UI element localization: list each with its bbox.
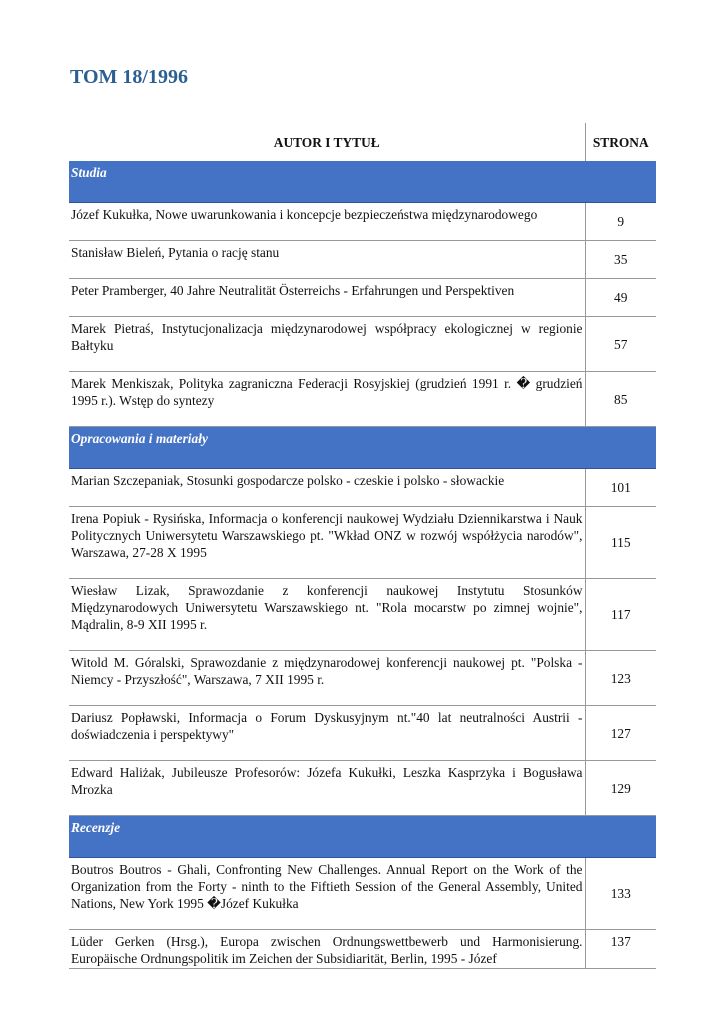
- entry-title: Stanisław Bieleń, Pytania o rację stanu: [69, 241, 585, 279]
- entry-title: Peter Pramberger, 40 Jahre Neutralität Österreichs - Erfahrungen und Perspektiven: [69, 279, 585, 317]
- entry-page: 85: [585, 372, 656, 427]
- table-row: [69, 761, 656, 816]
- entry-title: Marek Pietraś, Instytucjonalizacja międzynarodowej współpracy ekologicznej w regionie Bałtyku: [69, 317, 585, 372]
- table-row: [69, 203, 656, 241]
- entry-title: Witold M. Góralski, Sprawozdanie z międzynarodowej konferencji naukowej pt. "Polska - Niemcy - Przyszłość", Warszawa, 7 XII 1995 r.: [69, 651, 585, 706]
- author-title-column-header: AUTOR I TYTUŁ: [273, 134, 380, 150]
- entry-page: 133: [585, 858, 656, 930]
- volume-heading: TOM 18/1996: [70, 66, 188, 88]
- entry-title: Józef Kukułka, Nowe uwarunkowania i koncepcje bezpieczeństwa międzynarodowego: [69, 203, 585, 241]
- entry-page: 137: [585, 930, 656, 969]
- entry-page: 35: [585, 241, 656, 279]
- entry-page: 57: [585, 317, 656, 372]
- entry-page: 101: [585, 469, 656, 507]
- table-row: [69, 579, 656, 651]
- table-row: [69, 241, 656, 279]
- entry-page: 129: [585, 761, 656, 816]
- section-title: Studia: [69, 161, 656, 203]
- table-row: [69, 507, 656, 579]
- page-column-header: STRONA: [585, 123, 656, 161]
- table-row: [69, 651, 656, 706]
- section-row-studia: [69, 161, 656, 203]
- entry-page: 115: [585, 507, 656, 579]
- entry-title: Dariusz Popławski, Informacja o Forum Dyskusyjnym nt."40 lat neutralności Austrii - doświadczenia i perspektywy": [69, 706, 585, 761]
- section-title: Recenzje: [69, 816, 656, 858]
- entry-title: Lüder Gerken (Hrsg.), Europa zwischen Ordnungswettbewerb und Harmonisierung. Europäische Ordnungspolitik im Zeichen der Subsidiarität, Berlin, 1995 - Józef: [69, 930, 585, 969]
- entry-page: 123: [585, 651, 656, 706]
- entry-title: Irena Popiuk - Rysińska, Informacja o konferencji naukowej Wydziału Dziennikarstwa i Nauk Politycznych Uniwersytetu Warszawskiego pt. "Wkład ONZ w rozwój współżycia narodów", Warszawa, 27-28 X 1995: [69, 507, 585, 579]
- table-row: [69, 706, 656, 761]
- table-of-contents: [69, 123, 656, 969]
- table-row: [69, 372, 656, 427]
- entry-page: 9: [585, 203, 656, 241]
- entry-title: Wiesław Lizak, Sprawozdanie z konferencji naukowej Instytutu Stosunków Międzynarodowych Uniwersytetu Warszawskiego nt. "Rola mocarstw po zimnej wojnie", Mądralin, 8-9 XII 1995 r.: [69, 579, 585, 651]
- table-header-row: [69, 123, 656, 161]
- section-title: Opracowania i materiały: [69, 427, 656, 469]
- table-row: [69, 469, 656, 507]
- section-row-opracowania: [69, 427, 656, 469]
- table-row: [69, 279, 656, 317]
- entry-title: Marek Menkiszak, Polityka zagraniczna Federacji Rosyjskiej (grudzień 1991 r. � grudzień 1995 r.). Wstęp do syntezy: [69, 372, 585, 427]
- table-row: [69, 317, 656, 372]
- entry-page: 127: [585, 706, 656, 761]
- table-row: [69, 930, 656, 969]
- entry-title: Edward Haliżak, Jubileusze Profesorów: Józefa Kukułki, Leszka Kasprzyka i Bogusława Mrozka: [69, 761, 585, 816]
- table-row: [69, 858, 656, 930]
- entry-title: Marian Szczepaniak, Stosunki gospodarcze polsko - czeskie i polsko - słowackie: [69, 469, 585, 507]
- section-row-recenzje: [69, 816, 656, 858]
- entry-page: 49: [585, 279, 656, 317]
- entry-page: 117: [585, 579, 656, 651]
- entry-title: Boutros Boutros - Ghali, Confronting New Challenges. Annual Report on the Work of the Organization from the Forty - ninth to the Fiftieth Session of the General Assembly, United Nations, New York 1995 �Józef Kukułka: [69, 858, 585, 930]
